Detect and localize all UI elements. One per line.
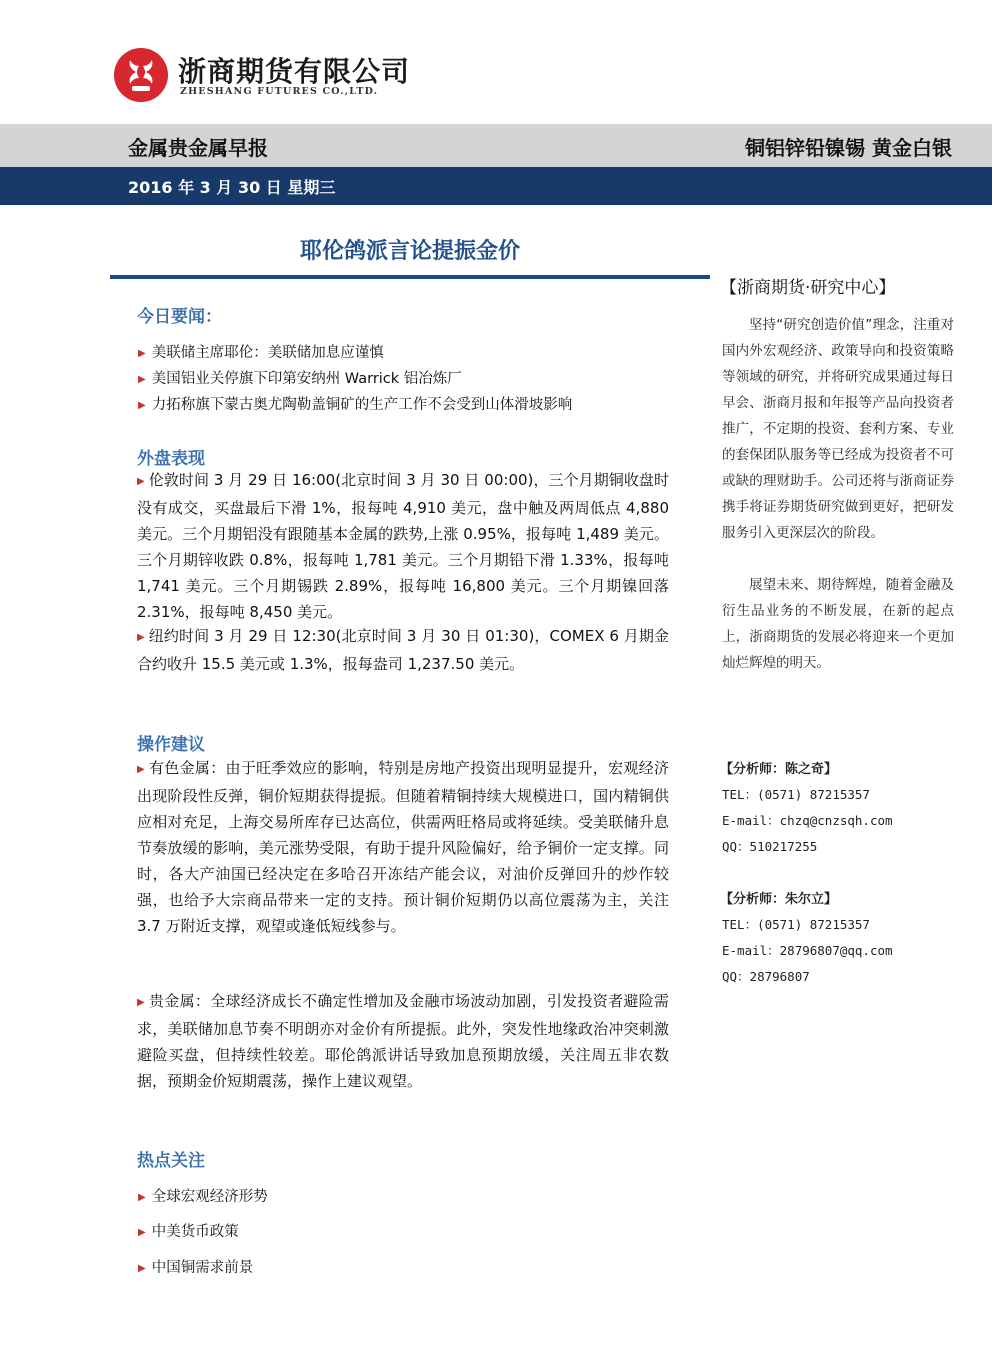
bullet-arrow-icon: ▶ xyxy=(138,374,146,385)
news-heading: 今日要闻： xyxy=(137,307,222,327)
advice-heading: 操作建议 xyxy=(137,735,205,755)
bullet-arrow-icon: ▶ xyxy=(137,764,145,775)
bullet-arrow-icon: ▶ xyxy=(137,632,145,643)
analyst-qq: QQ：510217255 xyxy=(722,839,818,854)
report-header-bar xyxy=(0,124,992,167)
news-item xyxy=(138,341,384,362)
bullet-arrow-icon: ▶ xyxy=(137,997,145,1008)
analyst-title: 【分析师：陈之奇】 xyxy=(720,762,838,777)
date-bar xyxy=(0,167,992,205)
company-name-cn: 浙商期货有限公司 xyxy=(178,55,411,88)
bullet-arrow-icon: ▶ xyxy=(138,1263,146,1274)
covered-metals: 铜铝锌铅镍锡 黄金白银 xyxy=(745,136,952,160)
analyst-email: E-mail：chzq@cnzsqh.com xyxy=(722,813,893,828)
advice-paragraph xyxy=(137,988,669,1094)
analyst-email: E-mail：28796807@qq.com xyxy=(722,943,893,958)
company-logo xyxy=(112,46,412,106)
news-item-text: 力拓称旗下蒙古奥尤陶勒盖铜矿的生产工作不会受到山体滑坡影响 xyxy=(151,397,573,413)
bullet-arrow-icon: ▶ xyxy=(138,1227,146,1238)
hotspot-item xyxy=(138,1256,253,1277)
overseas-heading: 外盘表现 xyxy=(137,449,205,469)
advice-paragraph-text: 有色金属：由于旺季效应的影响，特别是房地产投资出现明显提升，宏观经济出现阶段性反弹，铜价短期获得提振。但随着精铜持续大规模进口，国内精铜供应相对充足，上海交易所库存已达高位，供需两旺格局或将延续。受美联储升息节奏放缓的影响，美元涨势受限，有助于提升风险偏好，给予铜价一定支撑。同时，各大产油国已经决定在多哈召开冻结产能会议，对油价反弹回升的炒作较强，也给予大宗商品带来一定的支持。预计铜价短期仍以高位震荡为主，关注 3.7 万附近支撑，观望或逢低短线参与。 xyxy=(137,759,669,935)
overseas-paragraph-text: 伦敦时间 3 月 29 日 16:00(北京时间 3 月 30 日 00:00)，三个月期铜收盘时没有成交，买盘最后下滑 1%，报每吨 4,910 美元，盘中触及两周低点 4,880 美元。三个月期铝没有跟随基本金属的跌势,上涨 0.95%，报每吨 1,489 美元。三个月期锌收跌 0.8%，报每吨 1,781 美元。三个月期铅下滑 1.33%，报每吨 1,741 美元。三个月期锡跌 2.89%，报每吨 16,800 美元。三个月期镍回落 2.31%，报每吨 8,450 美元。 xyxy=(137,471,669,621)
research-outlook-paragraph: 展望未来、期待辉煌，随着金融及衍生品业务的不断发展，在新的起点上，浙商期货的发展必将迎来一个更加灿烂辉煌的明天。 xyxy=(722,577,954,671)
page-title: 耶伦鸽派言论提振金价 xyxy=(299,239,520,264)
analyst-tel: TEL：(0571) 87215357 xyxy=(722,917,870,932)
news-item xyxy=(138,393,572,414)
hotspot-item-text: 全球宏观经济形势 xyxy=(151,1189,268,1205)
advice-paragraph xyxy=(137,755,669,939)
hotspot-item xyxy=(138,1220,239,1241)
bullet-arrow-icon: ▶ xyxy=(137,476,145,487)
bullet-arrow-icon: ▶ xyxy=(138,348,146,359)
overseas-paragraph-text: 纽约时间 3 月 29 日 12:30(北京时间 3 月 30 日 01:30)，COMEX 6 月期金合约收升 15.5 美元或 1.3%，报每盎司 1,237.50 美元。 xyxy=(137,627,669,673)
news-item-text: 美国铝业关停旗下印第安纳州 Warrick 铝冶炼厂 xyxy=(151,371,462,387)
hotspot-item xyxy=(138,1185,268,1206)
hotspot-item-text: 中国铜需求前景 xyxy=(151,1260,254,1276)
bullet-arrow-icon: ▶ xyxy=(138,400,146,411)
analyst-title: 【分析师：朱尔立】 xyxy=(720,892,838,907)
overseas-paragraph xyxy=(137,623,669,677)
report-name: 金属贵金属早报 xyxy=(128,136,268,160)
company-logo-icon xyxy=(112,46,170,104)
hotspot-item-text: 中美货币政策 xyxy=(151,1224,239,1240)
overseas-paragraph xyxy=(137,467,669,625)
research-intro-paragraph: 坚持“研究创造价值”理念，注重对国内外宏观经济、政策导向和投资策略等领域的研究，并将研究成果通过每日早会、浙商月报和年报等产品向投资者推广，不定期的投资、套利方案、专业的套保团队服务等已经成为投资者不可或缺的理财助手。公司还将与浙商证券携手将证券期货研究做到更好，把研发服务引入更深层次的阶段。 xyxy=(722,317,954,541)
title-divider xyxy=(110,275,710,279)
report-date: 2016 年 3 月 30 日 星期三 xyxy=(128,178,336,197)
hotspots-heading: 热点关注 xyxy=(137,1151,205,1171)
advice-paragraph-text: 贵金属：全球经济成长不确定性增加及金融市场波动加剧，引发投资者避险需求，美联储加息节奏不明朗亦对金价有所提振。此外，突发性地缘政治冲突刺激避险买盘，但持续性较差。耶伦鸽派讲话导致加息预期放缓，关注周五非农数据，预期金价短期震荡，操作上建议观望。 xyxy=(137,992,669,1090)
bullet-arrow-icon: ▶ xyxy=(138,1192,146,1203)
news-item xyxy=(138,367,462,388)
research-center-title: 【浙商期货·研究中心】 xyxy=(720,278,896,298)
analyst-qq: QQ：28796807 xyxy=(722,969,810,984)
news-item-text: 美联储主席耶伦：美联储加息应谨慎 xyxy=(151,345,384,361)
company-name-en: ZHESHANG FUTURES CO.,LTD. xyxy=(180,86,379,97)
analyst-tel: TEL：(0571) 87215357 xyxy=(722,787,870,802)
